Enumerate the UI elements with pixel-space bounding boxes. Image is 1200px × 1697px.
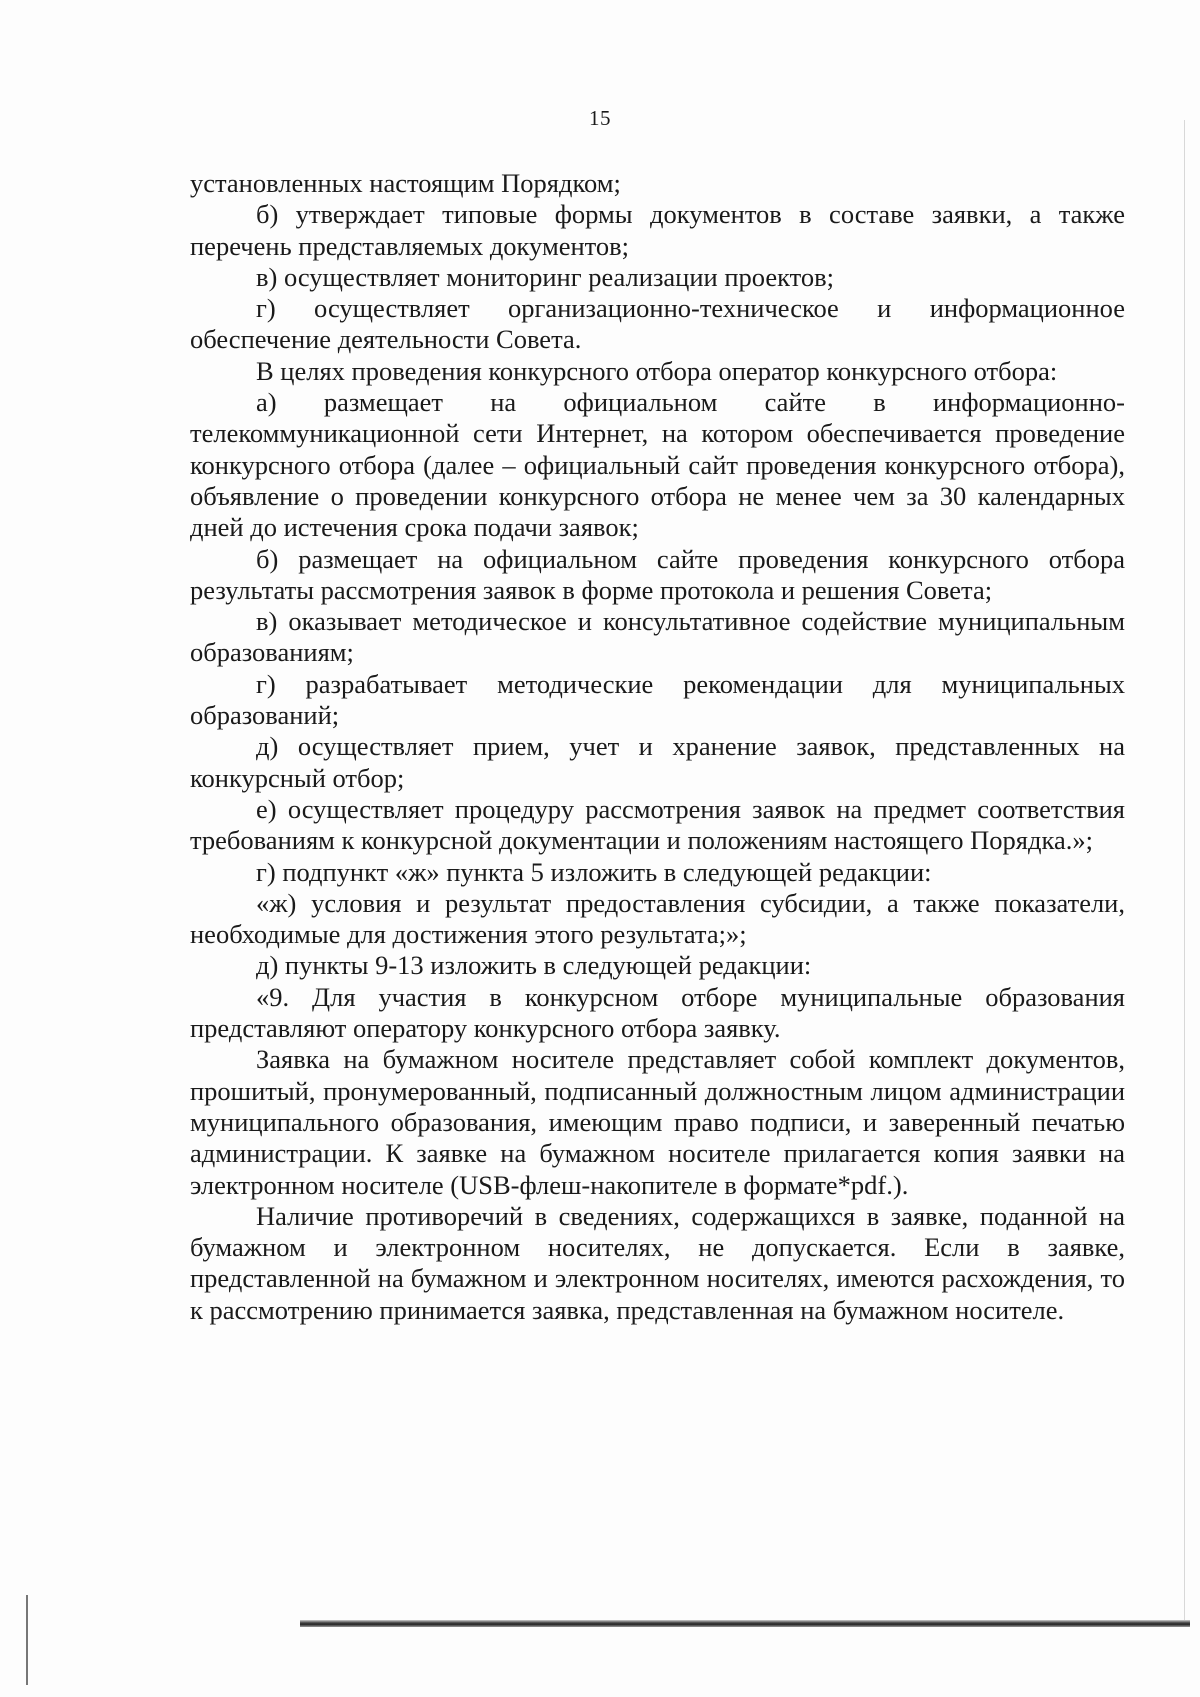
paragraph: в) оказывает методическое и консультативное содействие муниципальным образованиям; <box>190 606 1125 668</box>
paragraph: д) осуществляет прием, учет и хранение заявок, представленных на конкурсный отбор; <box>190 731 1125 793</box>
paragraph: Наличие противоречий в сведениях, содержащихся в заявке, поданной на бумажном и электронном носителях, не допускается. Если в заявке, представленной на бумажном и электронном носителях, имеются расхождения, то к рассмотрению принимается заявка, представленная на бумажном носителе. <box>190 1200 1125 1325</box>
paragraph: Заявка на бумажном носителе представляет собой комплект документов, прошитый, пронумерованный, подписанный должностным лицом администрации муниципального образования, имеющим право подписи, и заверенный печатью администрации. К заявке на бумажном носителе прилагается копия заявки на электронном носителе (USB-флеш-накопителе в формате*pdf.). <box>190 1044 1125 1200</box>
document-body <box>190 168 1125 1326</box>
paragraph: В целях проведения конкурсного отбора оператор конкурсного отбора: <box>256 355 1058 386</box>
scan-edge-left <box>26 1595 28 1685</box>
paragraph: «ж) условия и результат предоставления субсидии, а также показатели, необходимые для достижения этого результата;»; <box>190 887 1125 950</box>
paragraph: г) подпункт «ж» пункта 5 изложить в следующей редакции: <box>256 856 932 887</box>
paragraph: «9. Для участия в конкурсном отборе муниципальные образования представляют оператору конкурсного отбора заявку. <box>190 981 1125 1044</box>
scan-artifact-rule <box>300 1620 1190 1627</box>
paragraph: установленных настоящим Порядком; <box>190 168 621 198</box>
page-number: 15 <box>589 106 611 130</box>
paragraph: е) осуществляет процедуру рассмотрения заявок на предмет соответствия требованиям к конкурсной документации и положениям настоящего Порядка.»; <box>190 793 1125 856</box>
paragraph: г) осуществляет организационно-техническое и информационное обеспечение деятельности Совета. <box>190 293 1125 355</box>
paragraph: б) утверждает типовые формы документов в составе заявки, а также перечень представляемых документов; <box>190 199 1125 261</box>
scan-edge-right <box>1184 120 1185 1620</box>
paragraph: в) осуществляет мониторинг реализации проектов; <box>256 261 835 292</box>
paragraph: г) разрабатывает методические рекомендации для муниципальных образований; <box>190 668 1125 731</box>
paragraph: б) размещает на официальном сайте проведения конкурсного отбора результаты рассмотрения заявок в форме протокола и решения Совета; <box>190 543 1125 605</box>
paragraph: д) пункты 9-13 изложить в следующей редакции: <box>256 950 812 981</box>
paragraph: а) размещает на официальном сайте в информационно-телекоммуникационной сети Интернет, на котором обеспечивается проведение конкурсного отбора (далее – официальный сайт проведения конкурсного отбора), объявление о проведении конкурсного отбора не менее чем за 30 календарных дней до истечения срока подачи заявок; <box>190 387 1125 543</box>
